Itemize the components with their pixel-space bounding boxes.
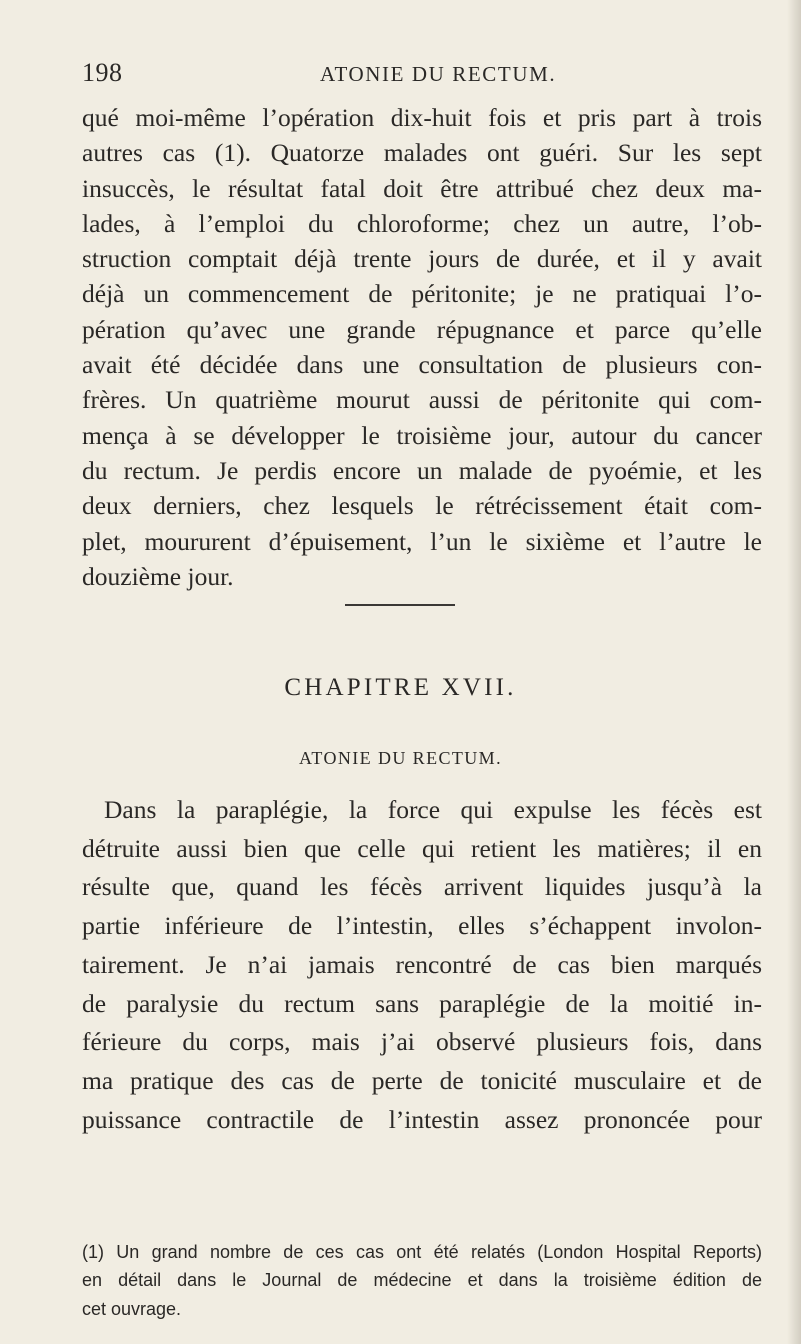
text-line: autres cas (1). Quatorze malades ont guéri. Sur les sept	[82, 138, 762, 168]
text-line: férieure du corps, mais j’ai observé plusieurs fois, dans	[82, 1027, 762, 1057]
text-line: lades, à l’emploi du chloroforme; chez un autre, l’ob-	[82, 208, 762, 238]
page-edge-shadow	[787, 0, 801, 1344]
paragraph-continued	[82, 100, 762, 594]
footnote-line: cet ouvrage.	[82, 1298, 182, 1319]
text-line: déjà un commencement de péritonite; je ne pratiquai l’o-	[82, 279, 762, 309]
text-line: résulte que, quand les fécès arrivent liquides jusqu’à la	[82, 872, 762, 902]
text-line: mença à se développer le troisième jour, autour du cancer	[82, 420, 762, 450]
section-divider	[345, 604, 455, 606]
text-line: struction comptait déjà trente jours de durée, et il y avait	[82, 244, 762, 274]
text-line: insuccès, le résultat fatal doit être attribué chez deux ma-	[82, 173, 762, 203]
chapter-paragraph	[82, 791, 762, 1139]
text-line: puissance contractile de l’intestin assez prononcée pour	[82, 1104, 762, 1134]
text-line: avait été décidée dans une consultation de plusieurs con-	[82, 350, 762, 380]
chapter-heading: CHAPITRE XVII.	[284, 674, 517, 701]
text-line: partie inférieure de l’intestin, elles s’échappent involon-	[82, 911, 762, 941]
text-line: pération qu’avec une grande répugnance et parce qu’elle	[82, 314, 762, 344]
text-line: ma pratique des cas de perte de tonicité musculaire et de	[82, 1065, 762, 1095]
text-line: tairement. Je n’ai jamais rencontré de cas bien marqués	[82, 949, 762, 979]
footnote-line: (1) Un grand nombre de ces cas ont été relatés (London Hospital Reports)	[82, 1242, 762, 1262]
text-line: deux derniers, chez lesquels le rétrécissement était com-	[82, 491, 762, 521]
text-line: détruite aussi bien que celle qui retient les matières; il en	[82, 833, 762, 863]
text-line: frères. Un quatrième mourut aussi de péritonite qui com-	[82, 385, 762, 415]
chapter-subtitle: ATONIE DU RECTUM.	[299, 748, 502, 768]
running-head: ATONIE DU RECTUM.	[320, 62, 557, 86]
text-line: douzième jour.	[82, 561, 234, 591]
footnote	[82, 1238, 762, 1323]
text-line: plet, moururent d’épuisement, l’un le sixième et l’autre le	[82, 526, 762, 556]
text-line: de paralysie du rectum sans paraplégie de la moitié in-	[82, 988, 762, 1018]
text-line: Dans la paraplégie, la force qui expulse les fécès est	[104, 795, 762, 824]
page-number: 198	[82, 58, 123, 87]
footnote-line: en détail dans le Journal de médecine et dans la troisième édition de	[82, 1270, 762, 1291]
page-header	[82, 58, 762, 94]
text-line: qué moi-même l’opération dix-huit fois et pris part à trois	[82, 103, 762, 132]
text-line: du rectum. Je perdis encore un malade de pyoémie, et les	[82, 455, 762, 485]
